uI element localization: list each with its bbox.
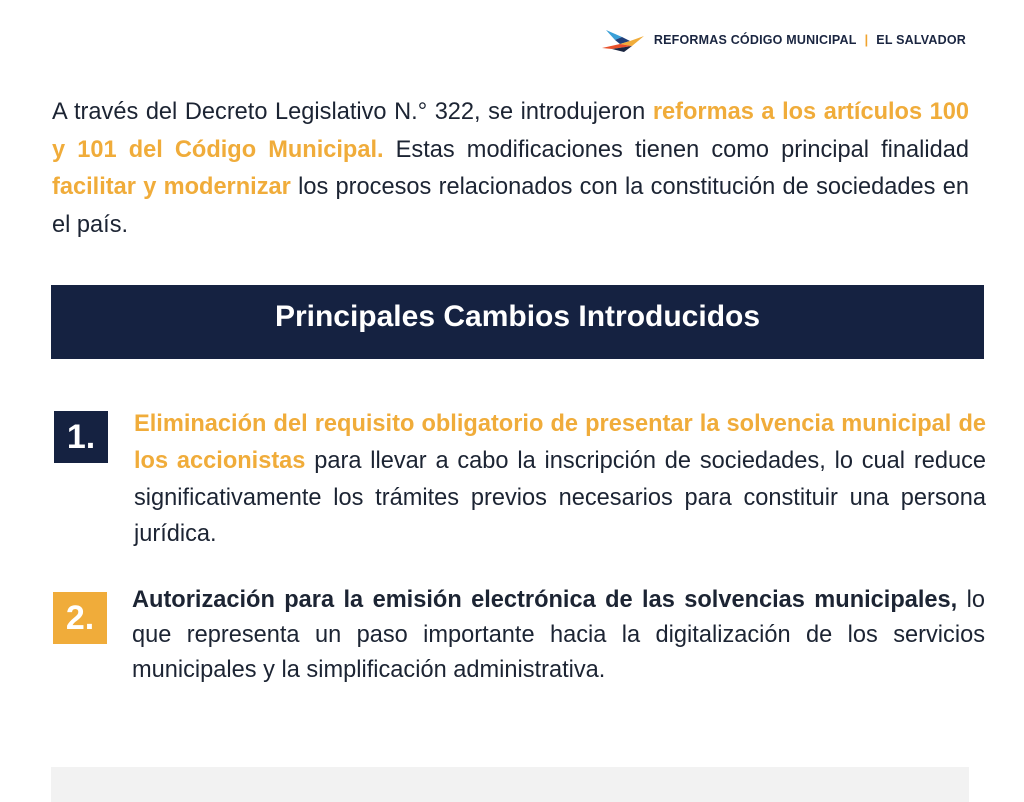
intro-paragraph [52,94,969,244]
intro-highlight-1: reformas a los artículos 100 y 101 del Código Municipal. [52,99,969,163]
intro-text-1: A través del Decreto Legislativo N.° 322, se introdujeron [52,99,653,125]
item-highlight: Autorización para la emisión electrónica de las solvencias municipales, [132,587,958,613]
brand-text [654,33,966,47]
section-banner [51,285,984,359]
item-number-badge: 2. [53,592,107,644]
intro-text-2: Estas modificaciones tienen como principal finalidad [383,136,969,163]
brand-separator: | [864,33,869,47]
item-text: para llevar a cabo la inscripción de sociedades, lo cual reduce significativamente los trámites previos necesarios para constituir una persona jurídica. [134,447,986,548]
intro-highlight-2: facilitar y modernizar [52,174,291,200]
page-header [600,26,966,54]
item-highlight: Eliminación del requisito obligatorio de presentar la solvencia municipal de los accionistas [134,411,986,474]
brand-left: REFORMAS CÓDIGO MUNICIPAL [653,33,857,47]
bird-logo-icon [600,27,646,53]
list-item [132,583,985,687]
intro-text-3: los procesos relacionados con la constitución de sociedades en el país. [52,174,969,238]
banner-title: Principales Cambios Introducidos [274,300,761,333]
item-text: lo que representa un paso importante hacia la digitalización de los servicios municipales y la simplificación administrativa. [132,587,985,683]
item-number-badge: 1. [54,411,108,463]
list-item [134,406,986,553]
brand-right: EL SALVADOR [876,33,966,47]
footer-band [51,767,969,802]
